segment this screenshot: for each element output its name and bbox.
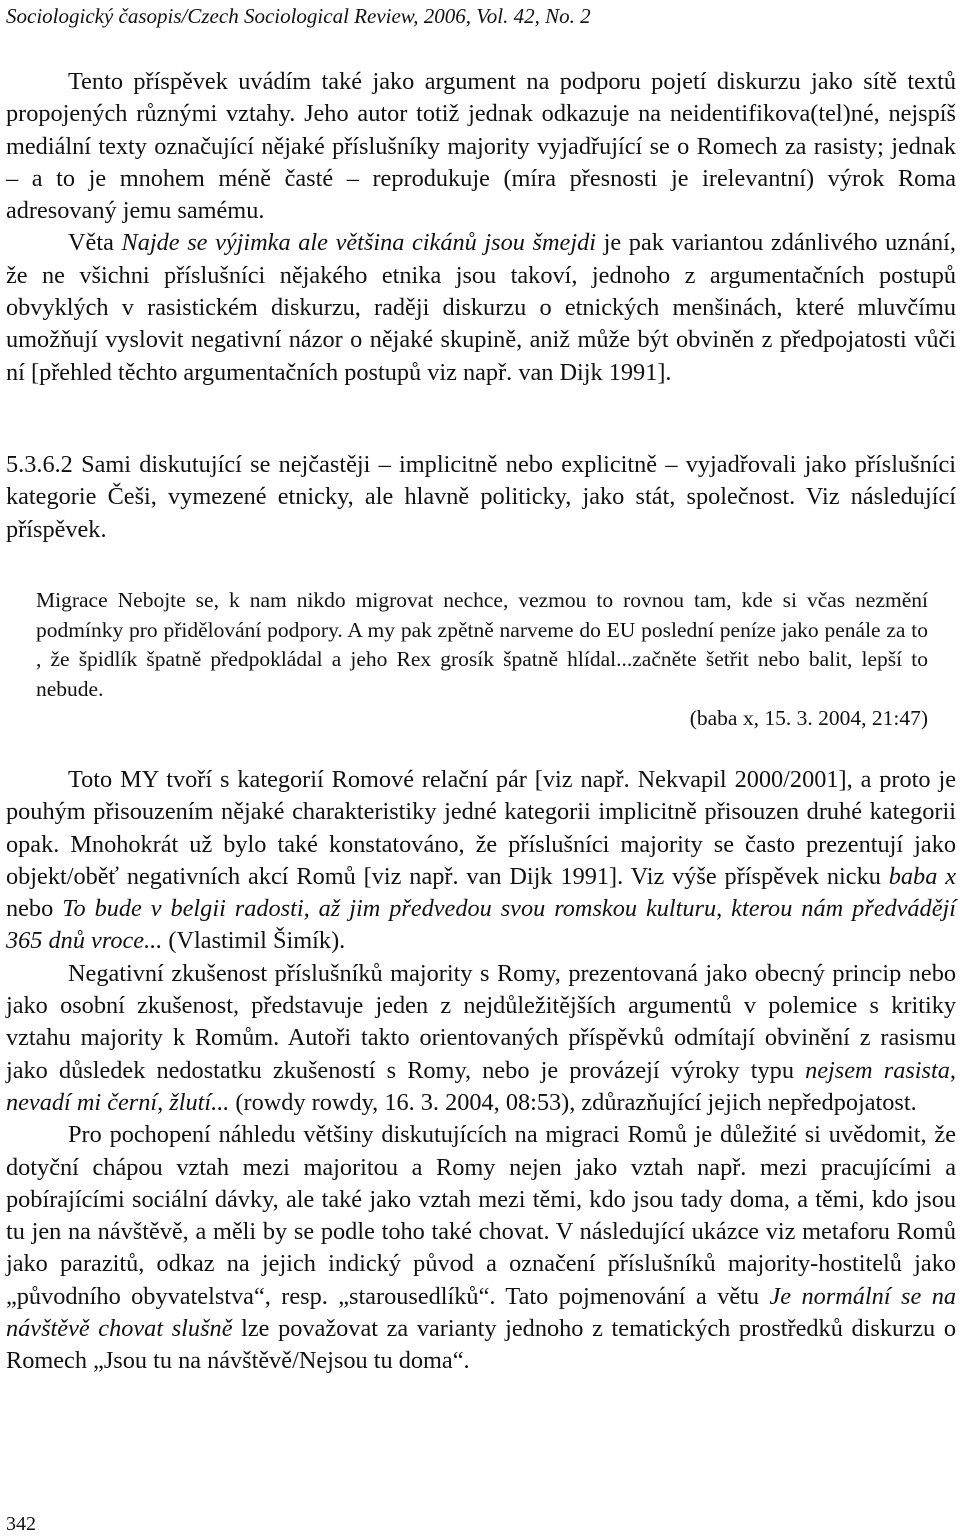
paragraph-2-rest: je pak variantou zdánlivého uznání, že ne všichni příslušníci nějakého etnika jsou takoví, jednoho z argumentačních postupů obvyklých v rasistickém diskurzu, raději diskurzu o etnických menšinách, které mluvčímu umožňují vyslovit negativní názor o nějaké skupině, aniž může být obviněn z předpojatosti vůči ní [přehled těchto argumentačních postupů viz např. van Dijk 1991]. xyxy=(6,229,956,386)
paragraph-6 xyxy=(6,1119,956,1377)
paragraph-6-italic-1: Je normální se na návštěvě chovat slušně xyxy=(6,1282,956,1343)
page-number: 342 xyxy=(6,1513,36,1535)
paragraph-5-text-1: Negativní zkušenost příslušníků majority s Romy, prezentovaná jako obecný princip nebo jako osobní zkušenost, představuje jeden z nejdůležitějších argumentů v polemice s kritiky vztahu majority k Romům. Autoři takto orientovaných příspěvků odmítají obvinění z rasismu jako důsledek nedostatku zkušeností s Romy, nebo je provázejí výroky typu xyxy=(6,959,956,1084)
running-header: Sociologický časopis/Czech Sociological Review, 2006, Vol. 42, No. 2 xyxy=(6,4,591,28)
quote-text: Migrace Nebojte se, k nam nikdo migrovat nechce, vezmou to rovnou tam, kde si včas nezmění podmínky pro přidělování podpory. A my pak zpětně narveme do EU poslední peníze jako penále za to , že špidlík špatně předpokládal a jeho Rex grosík špatně hlídal...začněte šetřit nebo balit, lepší to nebude. xyxy=(36,588,928,701)
paragraph-6-text-2: lze považovat za varianty jednoho z tematických prostředků diskurzu o Romech „Jsou tu na návštěvě/Nejsou tu doma“. xyxy=(6,1315,956,1375)
paragraph-4 xyxy=(6,764,956,958)
paragraph-4-text-3: (Vlastimil Šimík). xyxy=(162,927,346,955)
body-text-top xyxy=(6,66,956,389)
paragraph-5-italic-1: nejsem rasista, nevadí mi černí, žlutí... xyxy=(6,1056,956,1116)
paragraph-6-text-1: Pro pochopení náhledu většiny diskutujících na migraci Romů je důležité si uvědomit, že dotyční chápou vztah mezi majoritou a Romy nejen jako vztah např. mezi pracujícími a pobírajícími sociální dávky, ale také jako vztah mezi těmi, kdo jsou tady doma, a těmi, kdo jsou tu jen na návštěvě, a měli by se podle toho také chovat. V následující ukázce viz metaforu Romů jako parazitů, odkaz na jejich indický původ a označení příslušníků majority-hostitelů jako „původního obyvatelstva“, resp. „starousedlíků“. Tato pojmenování a větu xyxy=(6,1121,956,1310)
paragraph-5-text-2: (rowdy rowdy, 16. 3. 2004, 08:53), zdůrazňující jejich nepředpojatost. xyxy=(229,1088,917,1116)
forum-quote xyxy=(36,586,928,734)
section-paragraph: 5.3.6.2 Sami diskutující se nejčastěji – implicitně nebo explicitně – vyjadřovali jako příslušníci kategorie Češi, vymezené etnicky, ale hlavně politicky, jako stát, společnost. Viz následující příspěvek. xyxy=(6,451,956,543)
paragraph-2-quote: Najde se výjimka ale většina cikánů jsou šmejdi xyxy=(121,229,596,257)
paragraph-2 xyxy=(6,227,956,388)
quote-signature: (baba x, 15. 3. 2004, 21:47) xyxy=(689,706,928,731)
body-text-bottom xyxy=(6,764,956,1378)
paragraph-2-lead: Věta xyxy=(68,229,122,257)
paragraph-4-italic-1: baba x xyxy=(888,862,957,890)
paragraph-1: Tento příspěvek uvádím také jako argument na podporu pojetí diskurzu jako sítě textů propojených různými vztahy. Jeho autor totiž jednak odkazuje na neidentifikova(tel)né, nejspíš mediální texty označující nějaké příslušníky majority vyjadřující se o Romech za rasisty; jednak – a to je mnohem méně časté – reprodukuje (míra přesnosti je irelevantní) výrok Roma adresovaný jemu samému. xyxy=(6,68,956,225)
paragraph-5 xyxy=(6,958,956,1119)
paragraph-4-text-2: nebo xyxy=(6,895,63,923)
paragraph-4-italic-2: To bude v belgii radosti, až jim předvedou svou romskou kulturu, kterou nám předvádějí 365 dnů vroce... xyxy=(6,895,956,955)
body-text-section xyxy=(6,449,956,546)
paragraph-4-text-1: Toto MY tvoří s kategorií Romové relační pár [viz např. Nekvapil 2000/2001], a proto je pouhým přisouzením nějaké charakteristiky jedné kategorii implicitně přisouzen druhé kategorii opak. Mnohokrát už bylo také konstatováno, že příslušníci majority se často prezentují jako objekt/oběť negativních akcí Romů [viz např. van Dijk 1991]. Viz výše příspěvek nicku xyxy=(6,766,956,890)
